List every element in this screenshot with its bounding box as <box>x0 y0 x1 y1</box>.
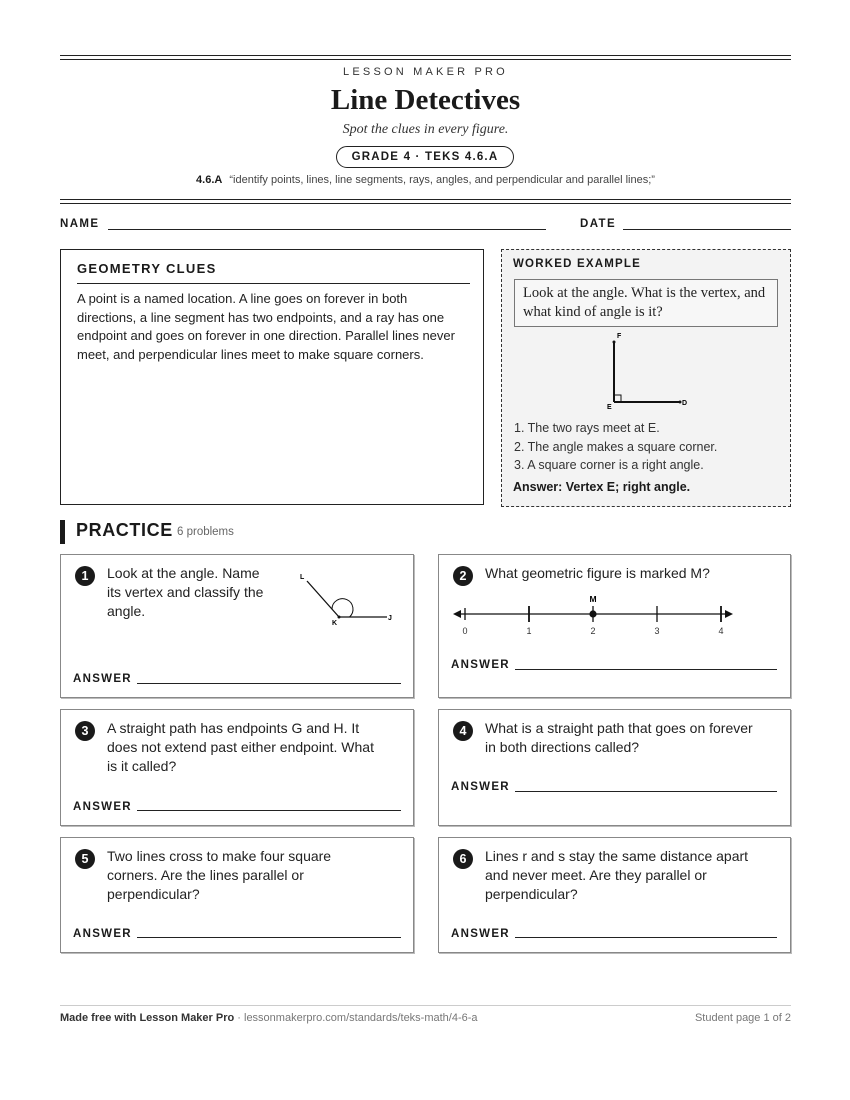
name-label: NAME <box>60 218 100 230</box>
example-answer: Answer: Vertex E; right angle. <box>513 480 691 494</box>
name-field[interactable] <box>108 229 546 230</box>
angle-figure <box>291 571 401 627</box>
answer-field-2[interactable] <box>515 669 777 670</box>
problem-card-6 <box>438 837 791 953</box>
label-f: F <box>617 333 622 340</box>
problem-card-4 <box>438 709 791 826</box>
example-question: Look at the angle. What is the vertex, and what kind of angle is it? <box>514 279 778 327</box>
answer-label: ANSWER <box>451 928 510 940</box>
practice-count: 6 problems <box>177 526 234 538</box>
brand-name: LESSON MAKER PRO <box>343 66 508 78</box>
label-m: M <box>589 594 597 604</box>
question-line: and never meet. Are they parallel or <box>485 867 707 884</box>
question-line: What is a straight path that goes on forever <box>485 720 753 736</box>
problem-card-5 <box>60 837 414 953</box>
problem-question <box>107 847 331 905</box>
question-line: angle. <box>107 603 146 620</box>
answer-label: ANSWER <box>451 659 510 671</box>
problem-question <box>107 564 263 622</box>
answer-label: ANSWER <box>73 673 132 685</box>
footer-url[interactable]: · lessonmakerpro.com/standards/teks-math/4-6-a <box>234 1012 478 1024</box>
question-line: corners. Are the lines parallel or <box>107 867 304 884</box>
label-j: J <box>388 615 392 622</box>
date-field[interactable] <box>623 229 791 230</box>
header-top-rule-2 <box>60 59 791 60</box>
problem-card-1 <box>60 554 414 698</box>
example-step: 2. The angle makes a square corner. <box>514 439 718 454</box>
example-step: 3. A square corner is a right angle. <box>514 458 704 473</box>
point-m <box>589 610 596 617</box>
label-l: L <box>300 574 305 581</box>
right-angle-mark <box>614 395 621 402</box>
problem-question <box>485 564 710 583</box>
label-d: D <box>682 400 688 407</box>
clues-heading: GEOMETRY CLUES <box>77 261 217 276</box>
answer-field-4[interactable] <box>515 791 777 792</box>
example-steps <box>514 419 717 475</box>
footer-page-number: Student page 1 of 2 <box>694 1012 791 1024</box>
question-line: is it called? <box>107 758 177 775</box>
question-line: Two lines cross to make four square <box>107 848 332 864</box>
example-heading: WORKED EXAMPLE <box>513 258 641 270</box>
answer-label: ANSWER <box>73 928 132 940</box>
answer-field-3[interactable] <box>137 810 401 811</box>
header-bottom-rule-2 <box>60 203 791 204</box>
ray-kl <box>307 581 339 617</box>
grade-badge: GRADE 4 · TEKS 4.6.A <box>336 146 514 168</box>
question-line: perpendicular? <box>107 886 200 903</box>
header-top-rule <box>60 55 791 56</box>
header-bottom-rule <box>60 199 791 200</box>
question-line: What geometric figure is marked M? <box>485 565 710 581</box>
question-line: does not extend past either endpoint. What <box>107 739 374 756</box>
clues-text: A point is a named location. A line goes on forever in both directions, a line segment has two endpoints, and a ray has one endpoint and goes on forever in one direction. Parallel lines never meet, and perpendicular lines meet to make square corners. <box>77 291 455 362</box>
number-line-figure <box>449 591 739 643</box>
worksheet-page <box>60 0 791 1100</box>
problem-number: 6 <box>453 849 473 869</box>
standard-line <box>60 174 791 186</box>
date-label: DATE <box>580 218 617 230</box>
question-line: Look at the angle. Name <box>107 565 260 581</box>
tick-label: 0 <box>462 626 468 636</box>
footer-credit <box>60 1012 478 1024</box>
worksheet-title: Line Detectives <box>330 84 521 116</box>
problem-number: 5 <box>75 849 95 869</box>
problem-question <box>485 847 748 905</box>
right-arrow-icon <box>725 610 733 618</box>
tick-label: 3 <box>654 626 660 636</box>
question-line: Lines r and s stay the same distance apart <box>485 848 749 864</box>
label-e: E <box>607 404 612 411</box>
standard-text: “identify points, lines, line segments, rays, angles, and perpendicular and parallel lines;” <box>229 174 655 186</box>
question-line: perpendicular? <box>485 886 578 903</box>
answer-label: ANSWER <box>451 781 510 793</box>
geometry-clues-box <box>60 249 484 505</box>
label-k: K <box>332 620 338 627</box>
problem-number: 2 <box>453 566 473 586</box>
answer-field-5[interactable] <box>137 937 401 938</box>
answer-label: ANSWER <box>73 801 132 813</box>
point-f <box>613 341 616 344</box>
problem-number: 4 <box>453 721 473 741</box>
right-angle-figure <box>598 330 698 412</box>
problem-question <box>485 719 753 757</box>
answer-field-6[interactable] <box>515 937 777 938</box>
tick-label: 4 <box>718 626 724 636</box>
example-step: 1. The two rays meet at E. <box>514 421 660 435</box>
tick-label: 2 <box>590 626 596 636</box>
practice-heading: PRACTICE <box>76 520 173 540</box>
standard-code: 4.6.A <box>196 174 223 186</box>
footer-made-with: Made free with Lesson Maker Pro <box>60 1012 235 1024</box>
problem-number: 1 <box>75 566 95 586</box>
tick-label: 1 <box>526 626 532 636</box>
footer-rule <box>60 1005 791 1006</box>
practice-accent-bar <box>60 520 65 544</box>
problem-card-2 <box>438 554 791 698</box>
vertex-point <box>338 616 341 619</box>
problem-question <box>107 719 374 777</box>
worked-example-box <box>501 249 791 507</box>
worksheet-subtitle: Spot the clues in every figure. <box>342 122 509 137</box>
problem-card-3 <box>60 709 414 826</box>
question-line: in both directions called? <box>485 739 640 756</box>
question-line: A straight path has endpoints G and H. It <box>107 720 360 736</box>
left-arrow-icon <box>453 610 461 618</box>
angle-arc <box>332 599 353 617</box>
answer-field-1[interactable] <box>137 683 401 684</box>
clues-divider <box>77 283 470 284</box>
problem-number: 3 <box>75 721 95 741</box>
question-line: its vertex and classify the <box>107 584 264 601</box>
